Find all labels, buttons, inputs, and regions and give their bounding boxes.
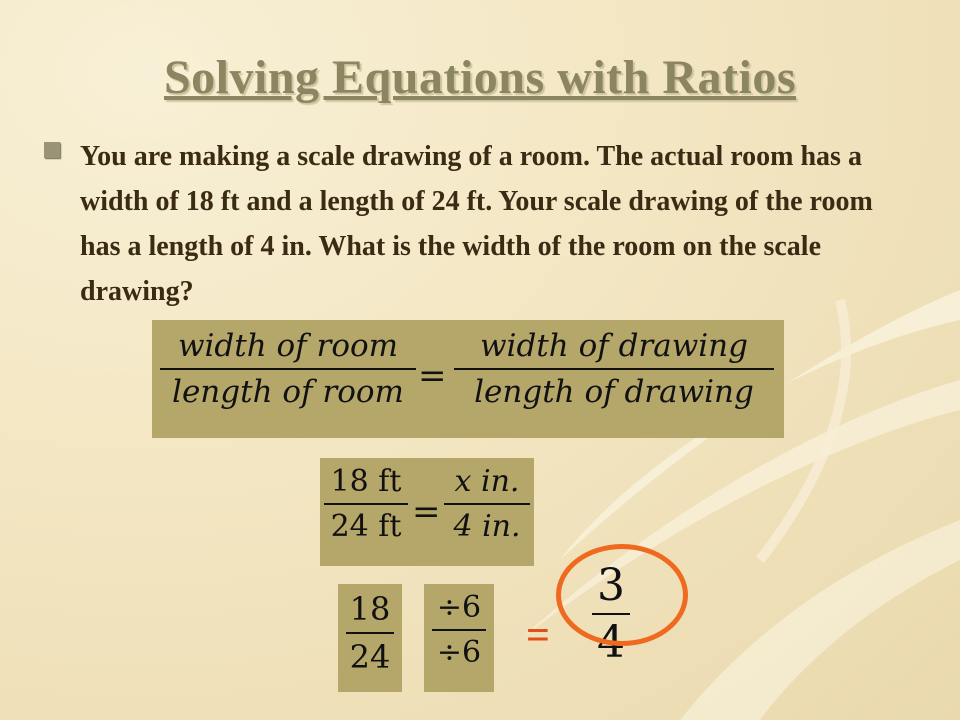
- proportion-box: [320, 458, 534, 566]
- fraction-bar: [160, 368, 416, 370]
- width-inches: x in.: [454, 464, 520, 499]
- simplify-fraction: [338, 590, 402, 676]
- numerator-18: 18: [349, 590, 391, 628]
- room-ratio: [160, 328, 416, 410]
- divide-box: [424, 584, 494, 692]
- divide-denominator: ÷6: [436, 635, 482, 670]
- feet-ratio: [324, 464, 408, 544]
- drawing-length-label: length of drawing: [474, 374, 754, 410]
- ratio-equation-box: [152, 320, 784, 438]
- fraction-box: [338, 584, 402, 692]
- highlight-circle: [556, 544, 688, 646]
- fraction-bar: [454, 368, 774, 370]
- result-equals-sign: =: [526, 613, 550, 659]
- problem-text: You are making a scale drawing of a room. The actual room has a width of 18 ft and a length of 24 ft. Your scale drawing of the room has a length of 4 in. What is the width of the room on the scale drawing?: [80, 141, 873, 307]
- drawing-width-label: width of drawing: [480, 328, 748, 364]
- denominator-24: 24: [349, 638, 391, 676]
- equals-sign: =: [412, 492, 441, 532]
- result-numerator: 3: [597, 560, 625, 611]
- room-length-label: length of room: [172, 374, 404, 410]
- fraction-bar: [444, 503, 530, 505]
- inches-ratio: [444, 464, 530, 544]
- equals-sign: =: [418, 356, 447, 396]
- result-denominator: 4: [597, 617, 625, 668]
- square-bullet-icon: [44, 142, 60, 158]
- divide-by-six-fraction: [424, 590, 494, 670]
- length-feet: 24 ft: [330, 509, 402, 544]
- divide-numerator: ÷6: [436, 590, 482, 625]
- width-feet: 18 ft: [330, 464, 402, 499]
- drawing-ratio: [454, 328, 774, 410]
- fraction-bar: [432, 629, 486, 631]
- fraction-bar: [324, 503, 408, 505]
- slide-title: Solving Equations with Ratios: [163, 51, 796, 104]
- room-width-label: width of room: [177, 328, 399, 364]
- length-inches: 4 in.: [453, 509, 521, 544]
- fraction-bar: [346, 632, 394, 634]
